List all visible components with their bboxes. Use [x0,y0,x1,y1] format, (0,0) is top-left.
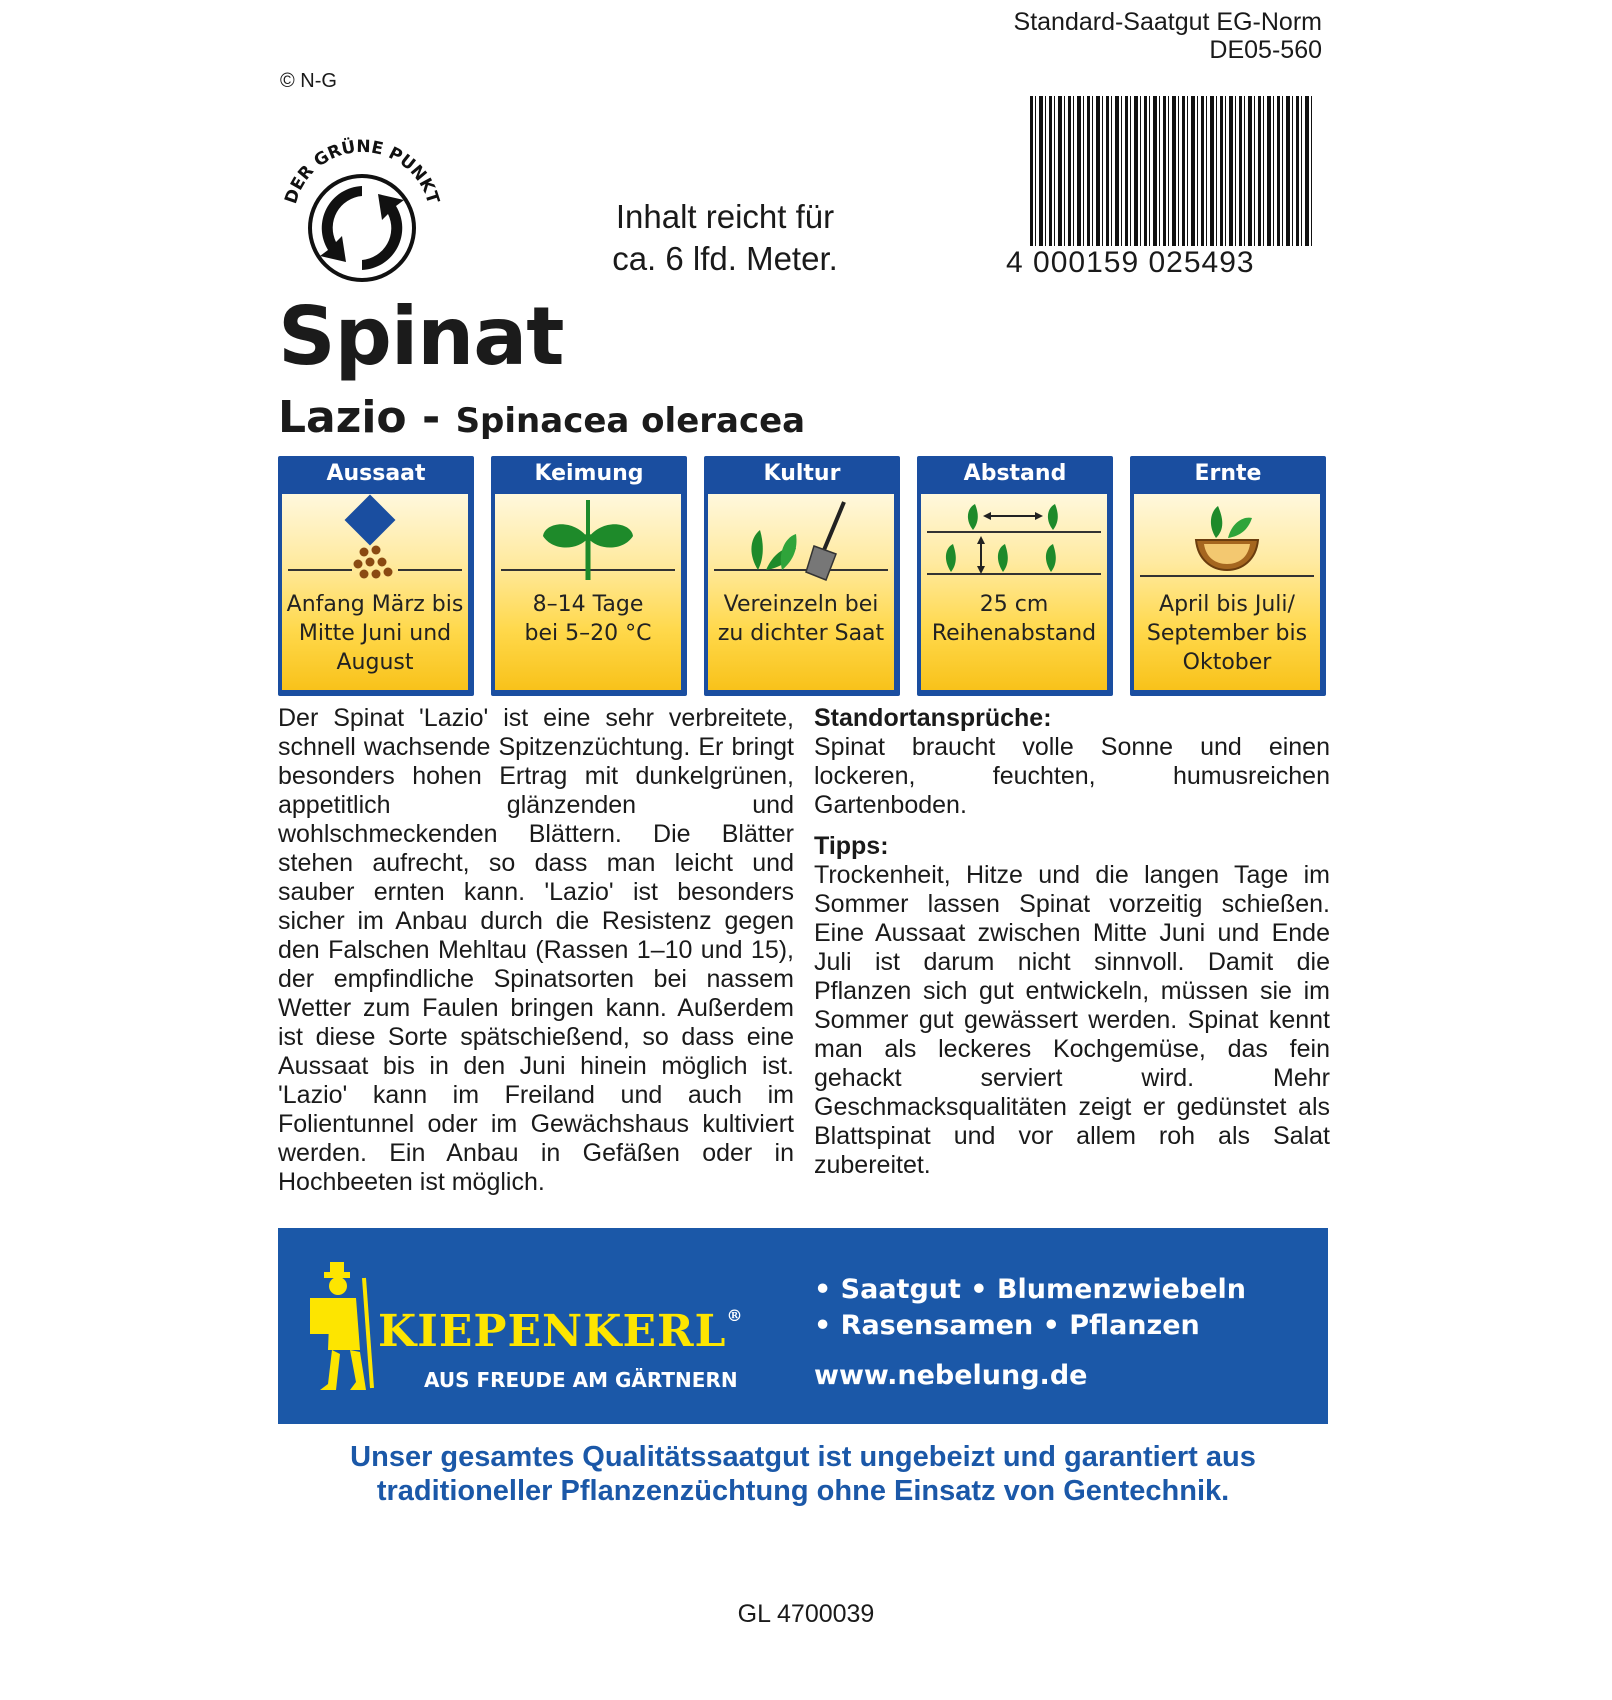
barcode [1000,96,1312,286]
barcode-digits: 4 000159 025493 [1000,246,1318,280]
panel-title: Ernte [1194,461,1262,486]
brand-name [378,1306,744,1357]
brand-mark: ® [726,1306,744,1325]
seedling-icon [495,494,681,582]
spade-plants-icon [708,494,894,582]
barcode-bars [1030,96,1312,261]
quality-note-line-2: traditioneller Pflanzenzüchtung ohne Einsatz von Gentechnik. [376,1475,1230,1507]
panel-body [282,494,468,690]
right-column [814,704,1330,1180]
copyright: © N-G [280,70,337,92]
panel-body [708,494,894,690]
harvest-bowl-icon [1134,494,1320,582]
quality-note-line-1: Unser gesamtes Qualitätssaatgut ist ungebeizt und garantiert aus [350,1441,1256,1473]
panel-title: Aussaat [326,461,426,486]
gruene-punkt-logo [272,128,452,308]
panel-body [921,494,1107,690]
panel-title: Keimung [534,461,644,486]
panel-text: April bis Juli/ September bis Oktober [1146,592,1308,675]
panel-text: Vereinzeln bei zu dichter Saat [717,592,885,646]
website-link[interactable]: www.nebelung.de [814,1360,1088,1391]
standort-text: Spinat braucht volle Sonne und einen lockeren, feuchten, humusreichen Gartenboden. [814,733,1330,819]
standard-label [1014,8,1322,64]
article-code: GL 4700039 [737,1600,875,1628]
spacing-icon [921,494,1107,582]
panel-kultur [704,456,900,696]
brand-slogan: AUS FREUDE AM GÄRTNERN [424,1368,738,1392]
gruene-punkt-text: DER GRÜNE PUNKT [281,136,443,207]
content-amount [580,196,870,280]
standard-line-2: DE05-560 [1209,36,1322,64]
brand-banner [278,1228,1328,1424]
panel-title: Kultur [763,461,841,486]
tipps-heading: Tipps: [814,832,889,860]
panel-abstand [917,456,1113,696]
content-amount-line-1: Inhalt reicht für [615,198,835,235]
description: Der Spinat 'Lazio' ist eine sehr verbreitete, schnell wachsende Spitzenzüchtung. Er bringt besonders hohen Ertrag mit dunkelgrünen, appetitlich glänzenden und wohlschmeckenden Blättern. Die Blätter stehen aufrecht, so dass man leicht und sauber ernten kann. 'Lazio' ist besonders sicher im Anbau durch die Resistenz gegen den Falschen Mehltau (Rassen 1–10 und 15), der empfindliche Spinatsorten bei nassem Wetter zum Faulen bringen kann. Außerdem ist diese Sorte spätschießend, so dass eine Aussaat bis in den Juni hinein möglich ist. 'Lazio' kann im Freiland und auch im Folientunnel oder im Gewächshaus kultiviert werden. Ein Anbau in Gefäßen oder in Hochbeeten ist möglich. [278,704,794,1196]
info-panels [278,456,1328,696]
panel-body [1134,494,1320,690]
product-name: Spinat [278,290,564,383]
panel-keimung [491,456,687,696]
panel-body [495,494,681,690]
quality-note [278,1440,1328,1508]
tipps-text: Trockenheit, Hitze und die langen Tage im Sommer lassen Spinat vorzeitig schießen. Eine Aussaat zwischen Mitte Juni und Ende Juli ist darum nicht sinnvoll. Damit die Pflanzen sich gut entwickeln, müssen sie im Sommer gut gewässert werden. Spinat kennt man als leckeres Kochgemüse, das fein gehackt serviert wird. Mehr Geschmacksqualitäten zeigt er gedünstet als Blattspinat und vor allem roh als Salat zubereitet. [814,861,1330,1179]
panel-ernte [1130,456,1326,696]
panel-title: Abstand [963,461,1067,486]
product-line-2: • Rasensamen • Pflanzen [814,1310,1200,1341]
botanical-name: Spinacea oleracea [455,401,806,441]
standard-line-1: Standard-Saatgut EG-Norm [1013,8,1322,36]
panel-text: 25 cm Reihenabstand [931,592,1097,646]
panel-aussaat [278,456,474,696]
product-line-1: • Saatgut • Blumenzwiebeln [814,1274,1247,1305]
standort-heading: Standortansprüche: [814,704,1052,732]
variety-name: Lazio - [278,392,441,443]
panel-text: Anfang März bis Mitte Juni und August [286,592,464,675]
content-amount-line-2: ca. 6 lfd. Meter. [612,240,838,277]
panel-text: 8–14 Tage bei 5–20 °C [524,592,652,646]
brand-name-text: KIEPENKERL [378,1306,727,1357]
seed-packet-icon [282,494,468,582]
product-subtitle [278,392,805,443]
